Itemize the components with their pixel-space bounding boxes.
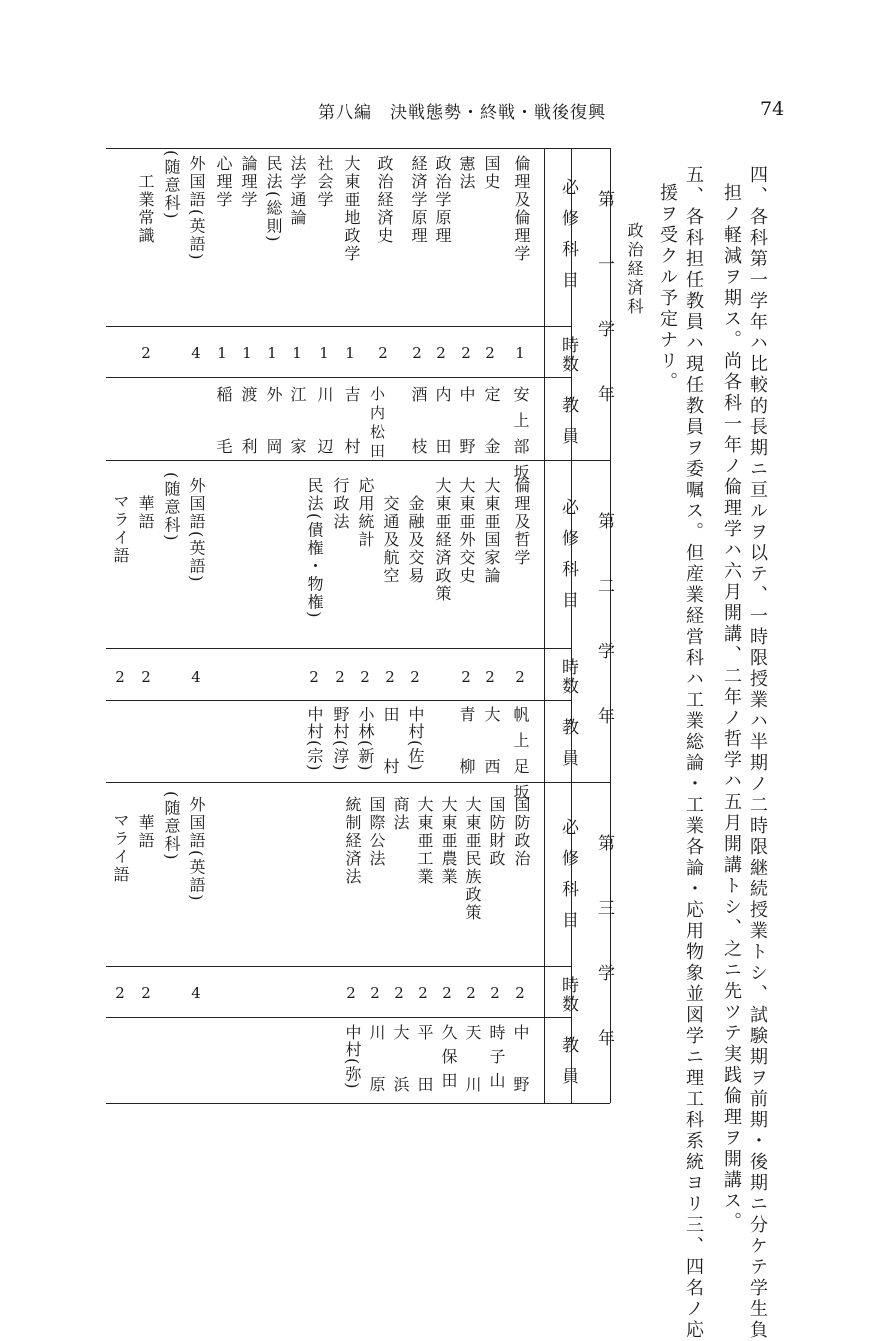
subject-cell: 社会学 <box>315 155 334 209</box>
hours-cell: 4 <box>191 668 201 686</box>
instructor-cell: 平 田 <box>415 1024 434 1102</box>
subject-cell: 大東亜経済政策 <box>433 477 452 603</box>
hours-cell: 2 <box>490 984 500 1002</box>
hours-cell: 2 <box>115 984 125 1002</box>
instructor-cell: 小内松田 <box>368 386 386 462</box>
subject-cell: 統制経済法 <box>343 796 362 886</box>
hours-cell: 1 <box>217 344 227 362</box>
instructor-cell: 帆上足坂 <box>511 706 530 810</box>
year3-hours-rule <box>106 966 571 967</box>
subject-cell: マライ語 <box>111 493 130 565</box>
year2-instructor-rule <box>106 700 571 701</box>
hours-cell: 2 <box>461 344 471 362</box>
instructor-cell: 中 野 <box>511 1024 530 1102</box>
hours-cell: 1 <box>319 344 329 362</box>
subject-cell: 国防政治 <box>512 796 531 868</box>
year3-instructor-rule <box>106 1017 571 1018</box>
subject-cell: 外国語(英語) <box>187 796 206 903</box>
paragraph-5-line-1: 五、各科担任教員ハ現任教員ヲ委嘱ス。但産業経営科ハ工業総論・工業各論・応用物象並図学ニ理工科系統ヨリ三、四名ノ応 <box>683 165 704 1341</box>
hours-cell: 2 <box>309 668 319 686</box>
subject-cell: 大東亜工業 <box>415 796 434 886</box>
subject-cell: 大東亜農業 <box>439 796 458 886</box>
subject-cell: 国防財政 <box>487 796 506 868</box>
subject-cell: 民法(総則) <box>264 155 283 244</box>
curriculum-table <box>106 148 610 1103</box>
instructor-cell: 田 村 <box>381 706 400 784</box>
hours-cell: 2 <box>515 668 525 686</box>
hours-cell: 2 <box>370 984 380 1002</box>
instructor-cell: 稲 毛 <box>214 386 233 464</box>
subject-cell: (随意科) <box>162 791 181 862</box>
table-top-rule <box>106 148 610 149</box>
subject-cell: 大東亜民族政策 <box>463 796 482 922</box>
hours-cell: 2 <box>378 344 388 362</box>
subject-cell: (随意科) <box>162 150 181 221</box>
year1-label: 第一学年 <box>594 190 614 450</box>
hours-cell: 4 <box>191 344 201 362</box>
subject-cell: 経済学原理 <box>409 155 428 245</box>
instructor-cell: 酒 枝 <box>409 386 428 464</box>
year1-instructor-rule <box>106 377 571 378</box>
subject-cell: 倫理及倫理学 <box>512 155 531 263</box>
year2-subject-header: 必修科目 <box>558 498 578 622</box>
year3-label: 第三学年 <box>594 834 614 1094</box>
hours-cell: 2 <box>485 668 495 686</box>
subject-cell: 工業常識 <box>136 155 155 245</box>
year1-hours-header: 時数 <box>558 336 578 374</box>
hours-cell: 2 <box>141 344 151 362</box>
subject-cell: 憲法 <box>457 155 476 191</box>
year2-instructor-header: 教員 <box>558 718 578 780</box>
subject-cell: (随意科) <box>162 472 181 543</box>
year1-instructor-header: 教員 <box>558 396 578 458</box>
instructor-cell: 小林(新) <box>356 706 375 772</box>
subject-cell: 大東亜外交史 <box>457 477 476 585</box>
hours-cell: 2 <box>515 984 525 1002</box>
instructor-cell: 定 金 <box>482 386 501 464</box>
hours-cell: 2 <box>410 668 420 686</box>
subject-cell: マライ語 <box>111 812 130 884</box>
year3-subject-header: 必修科目 <box>558 818 578 942</box>
instructor-cell: 中村(弥) <box>343 1024 362 1090</box>
hours-cell: 2 <box>360 668 370 686</box>
subject-cell: 政治学原理 <box>433 155 452 245</box>
hours-cell: 2 <box>461 668 471 686</box>
subject-cell: 大東亜国家論 <box>482 477 501 585</box>
running-header-title: 第八編 決戦態勢・終戦・戦後復興 <box>318 103 606 123</box>
subject-cell: 論理学 <box>239 155 258 209</box>
instructor-cell: 吉 村 <box>342 386 361 464</box>
hours-cell: 2 <box>385 668 395 686</box>
subject-cell: 心理学 <box>214 155 233 209</box>
hours-cell: 2 <box>141 668 151 686</box>
year2-hours-header: 時数 <box>558 658 578 696</box>
header-column-rule <box>544 148 545 1103</box>
instructor-cell: 江 家 <box>288 386 307 464</box>
hours-cell: 1 <box>242 344 252 362</box>
subject-cell: 交通及航空 <box>381 477 400 585</box>
hours-cell: 2 <box>394 984 404 1002</box>
subject-cell: 倫理及哲学 <box>512 477 531 567</box>
hours-cell: 2 <box>485 344 495 362</box>
hours-cell: 2 <box>436 344 446 362</box>
instructor-cell: 野村(淳) <box>331 706 350 772</box>
instructor-cell: 中村(宗) <box>305 706 324 772</box>
instructor-cell: 中 野 <box>457 386 476 464</box>
instructor-cell: 外 岡 <box>264 386 283 464</box>
subject-cell: 行政法 <box>331 477 350 531</box>
instructor-cell: 渡 利 <box>239 386 258 464</box>
instructor-cell: 川 原 <box>367 1024 386 1102</box>
year2-hours-rule <box>106 648 571 649</box>
instructor-cell: 内 田 <box>433 386 452 464</box>
subject-cell: 金融及交易 <box>406 477 425 585</box>
department-name: 政治経済科 <box>625 222 644 317</box>
paragraph-4-line-1: 四、各科第一学年ハ比較的長期ニ亘ルヲ以テ、一時限授業ハ半期ノ二時限継続授業トシ、試験期ヲ前期・後期ニ分ケテ学生負 <box>747 165 768 1341</box>
page-number: 74 <box>760 98 785 120</box>
year1-hours-rule <box>106 326 571 327</box>
subject-cell: 応用統計 <box>356 477 375 549</box>
hours-cell: 2 <box>442 984 452 1002</box>
instructor-cell: 久保田 <box>439 1024 458 1096</box>
subject-cell: 商法 <box>391 796 410 832</box>
subject-cell: 法学通論 <box>288 155 307 227</box>
hours-cell: 2 <box>466 984 476 1002</box>
subject-cell: 政治経済史 <box>375 155 394 245</box>
year2-bottom-rule <box>106 782 610 783</box>
subject-cell: 民法(債権・物権) <box>305 477 324 620</box>
instructor-cell: 天 川 <box>463 1024 482 1102</box>
subject-cell: 華語 <box>136 796 155 850</box>
hours-cell: 2 <box>412 344 422 362</box>
subject-cell: 華語 <box>136 477 155 531</box>
instructor-cell: 時子山 <box>487 1024 506 1096</box>
instructor-cell: 川 辺 <box>315 386 334 464</box>
hours-cell: 2 <box>115 668 125 686</box>
subject-cell: 外国語(英語) <box>187 155 206 262</box>
paragraph-4-line-2: 担ノ軽減ヲ期ス。尚各科一年ノ倫理学ハ六月開講、二年ノ哲学ハ五月開講トシ、之ニ先ツテ実践倫理ヲ開講ス。 <box>721 183 742 1233</box>
year3-instructor-header: 教員 <box>558 1036 578 1098</box>
hours-cell: 2 <box>335 668 345 686</box>
instructor-cell: 青 柳 <box>457 706 476 784</box>
year2-label: 第二学年 <box>594 512 614 772</box>
hours-cell: 2 <box>346 984 356 1002</box>
instructor-cell: 大 西 <box>482 706 501 784</box>
subject-cell: 国際公法 <box>367 796 386 868</box>
instructor-cell: 大 浜 <box>391 1024 410 1102</box>
instructor-cell: 安上部坂 <box>511 386 530 490</box>
subject-cell: 外国語(英語) <box>187 477 206 584</box>
year3-hours-header: 時数 <box>558 976 578 1014</box>
year1-subject-header: 必修科目 <box>558 178 578 302</box>
paragraph-5-line-2: 援ヲ受クル予定ナリ。 <box>657 183 678 393</box>
hours-cell: 1 <box>345 344 355 362</box>
hours-cell: 4 <box>191 984 201 1002</box>
hours-cell: 1 <box>515 344 525 362</box>
table-bottom-rule <box>106 1103 610 1104</box>
hours-cell: 2 <box>141 984 151 1002</box>
subject-cell: 大東亜地政学 <box>342 155 361 263</box>
hours-cell: 1 <box>267 344 277 362</box>
instructor-cell: 中村(佐) <box>406 706 425 772</box>
hours-cell: 2 <box>418 984 428 1002</box>
subject-cell: 国史 <box>482 155 501 191</box>
hours-cell: 1 <box>292 344 302 362</box>
